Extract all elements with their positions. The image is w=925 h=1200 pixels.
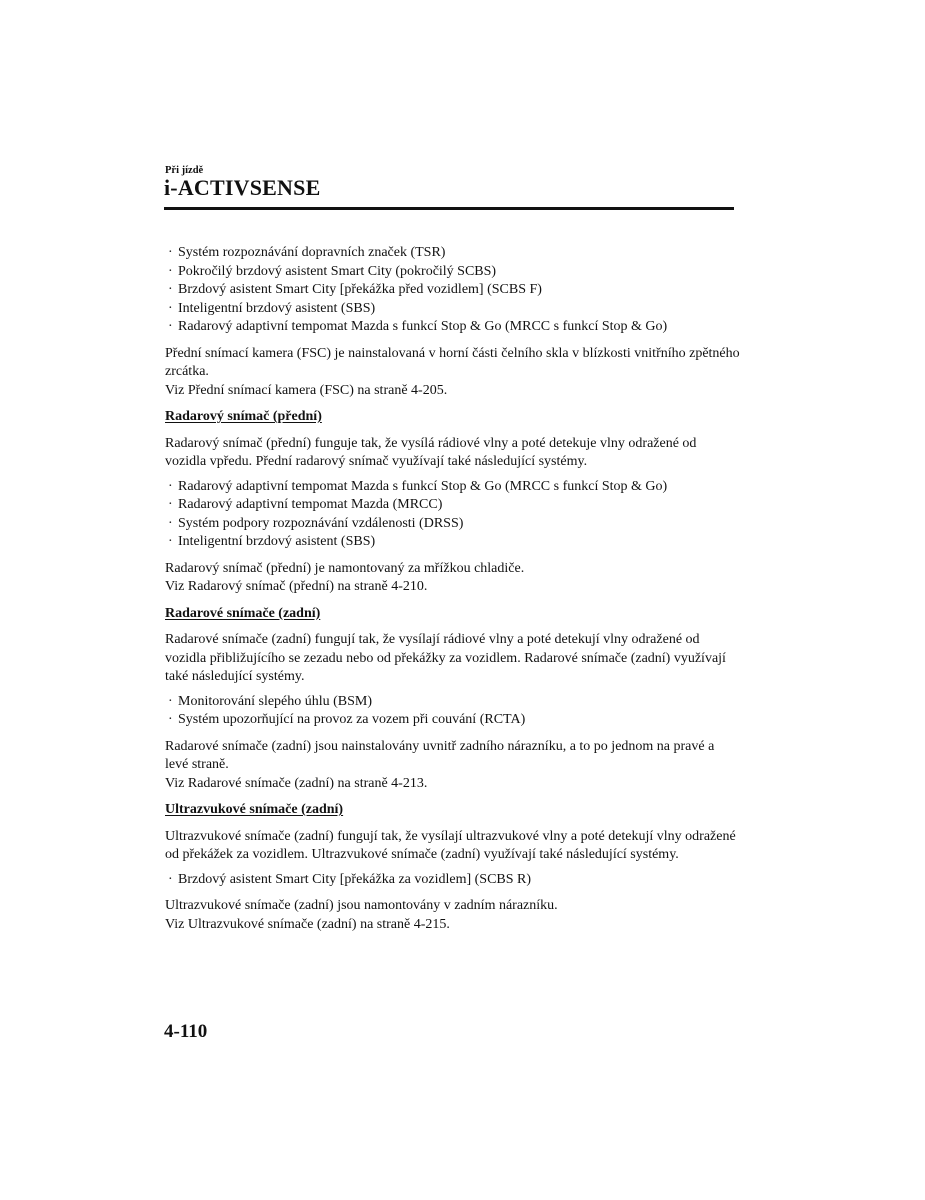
- page-number: 4-110: [164, 1021, 208, 1042]
- bullet-icon: ·: [168, 497, 173, 512]
- list-item: · Brzdový asistent Smart City [překážka před vozidlem] (SCBS F): [165, 281, 740, 300]
- list-item: · Inteligentní brzdový asistent (SBS): [165, 533, 740, 552]
- bullet-icon: ·: [168, 263, 173, 279]
- list-item: · Radarový adaptivní tempomat Mazda s funkcí Stop & Go (MRCC s funkcí Stop & Go): [165, 318, 740, 337]
- ultrasonic-rear-bullet-list: [165, 871, 740, 890]
- radar-front-bullet-list: [165, 478, 740, 552]
- page-content: [165, 244, 740, 934]
- bullet-icon: ·: [168, 515, 173, 531]
- ultrasonic-rear-heading: Ultrazvukové snímače (zadní): [165, 802, 344, 817]
- bullet-icon: ·: [168, 319, 173, 334]
- radar-rear-location: Radarové snímače (zadní) jsou nainstalovány uvnitř zadního nárazníku, a to po jednom na pravé a levé straně.: [165, 738, 715, 772]
- list-item: · Systém upozorňující na provoz za vozem při couvání (RCTA): [165, 711, 740, 730]
- ultrasonic-rear-reference: Viz Ultrazvukové snímače (zadní) na straně 4-215.: [165, 916, 450, 932]
- bullet-icon: ·: [168, 871, 173, 887]
- list-item: · Pokročilý brzdový asistent Smart City (pokročilý SCBS): [165, 263, 740, 282]
- list-item: · Inteligentní brzdový asistent (SBS): [165, 300, 740, 319]
- radar-rear-heading: Radarové snímače (zadní): [165, 605, 321, 621]
- radar-rear-reference: Viz Radarové snímače (zadní) na straně 4-213.: [165, 775, 428, 791]
- list-item: · Brzdový asistent Smart City [překážka za vozidlem] (SCBS R): [165, 871, 740, 890]
- bullet-icon: ·: [168, 245, 173, 260]
- bullet-icon: ·: [168, 534, 173, 549]
- bullet-icon: ·: [168, 712, 173, 727]
- header-rule: [164, 207, 734, 210]
- bullet-icon: ·: [168, 282, 173, 297]
- list-item: · Systém podpory rozpoznávání vzdálenosti (DRSS): [165, 515, 740, 534]
- bullet-icon: ·: [168, 300, 173, 316]
- radar-rear-bullet-list: [165, 693, 740, 730]
- list-item: · Radarový adaptivní tempomat Mazda s funkcí Stop & Go (MRCC s funkcí Stop & Go): [165, 478, 740, 497]
- intro-bullet-list: [165, 244, 740, 337]
- bullet-icon: ·: [168, 478, 173, 494]
- list-item: · Systém rozpoznávání dopravních značek (TSR): [165, 244, 740, 263]
- list-item: · Monitorování slepého úhlu (BSM): [165, 693, 740, 712]
- ultrasonic-rear-intro: Ultrazvukové snímače (zadní) fungují tak, že vysílají ultrazvukové vlny a poté detekují vlny odražené od překážek za vozidlem. Ultrazvukové snímače (zadní) využívají také následující systémy.: [165, 828, 736, 862]
- fsc-paragraph: Přední snímací kamera (FSC) je nainstalovaná v horní části čelního skla v blízkosti vnitřního zpětného zrcátka.: [165, 345, 740, 379]
- radar-front-heading: Radarový snímač (přední): [165, 409, 322, 424]
- radar-front-intro: Radarový snímač (přední) funguje tak, že vysílá rádiové vlny a poté detekuje vlny odražené od vozidla vpředu. Přední radarový snímač využívají také následující systémy.: [165, 435, 697, 469]
- radar-rear-intro: Radarové snímače (zadní) fungují tak, že vysílají rádiové vlny a poté detekují vlny odražené od vozidla přibližujícího se zezadu nebo od překážky za vozidlem. Radarové snímače (zadní) využívají také následující systémy.: [165, 632, 726, 684]
- section-label: Při jízdě: [165, 165, 204, 176]
- bullet-icon: ·: [168, 693, 173, 709]
- radar-front-location: Radarový snímač (přední) je namontovaný za mřížkou chladiče.: [165, 560, 525, 576]
- radar-front-reference: Viz Radarový snímač (přední) na straně 4-210.: [165, 579, 428, 594]
- fsc-reference: Viz Přední snímací kamera (FSC) na straně 4-205.: [165, 382, 448, 398]
- chapter-title: i-ACTIVSENSE: [164, 175, 321, 200]
- ultrasonic-rear-location: Ultrazvukové snímače (zadní) jsou namontovány v zadním nárazníku.: [165, 898, 558, 913]
- list-item: · Radarový adaptivní tempomat Mazda (MRCC): [165, 496, 740, 515]
